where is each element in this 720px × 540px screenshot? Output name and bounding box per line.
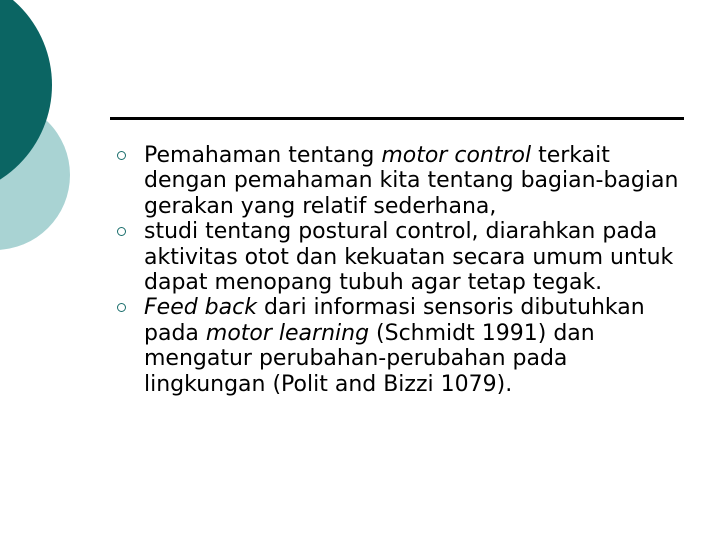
decorative-circles bbox=[0, 0, 120, 300]
bullet-text: Pemahaman tentang bbox=[144, 143, 382, 168]
bullet-text: (Schmidt 1991) dan mengatur perubahan-perubahan pada lingkungan (Polit and Bizzi 1079). bbox=[144, 320, 595, 397]
bullet-italic-text: motor control bbox=[381, 143, 532, 168]
bullet-item bbox=[113, 295, 683, 397]
decorative-circles-graphic bbox=[0, 0, 120, 300]
bullet-item bbox=[113, 143, 683, 219]
bullet-italic-text: motor learning bbox=[205, 320, 370, 346]
bullet-text: studi tentang postural control, diarahkan pada aktivitas otot dan kekuatan secara umum untuk dapat menopang tubuh agar tetap tegak. bbox=[144, 219, 674, 296]
hollow-circle-bullet-icon bbox=[117, 227, 126, 236]
title-divider-line bbox=[110, 117, 684, 120]
hollow-circle-bullet-icon bbox=[117, 151, 126, 160]
bullet-item bbox=[113, 219, 683, 295]
hollow-circle-bullet-icon bbox=[117, 303, 126, 312]
bullet-text: dari informasi sensoris dibutuhkan pada bbox=[144, 295, 645, 346]
bullet-text: terkait dengan pemahaman kita tentang bagian-bagian gerakan yang relatif sederhana, bbox=[144, 143, 679, 219]
bullet-list bbox=[113, 143, 683, 397]
bullet-italic-text: Feed back bbox=[144, 295, 257, 321]
